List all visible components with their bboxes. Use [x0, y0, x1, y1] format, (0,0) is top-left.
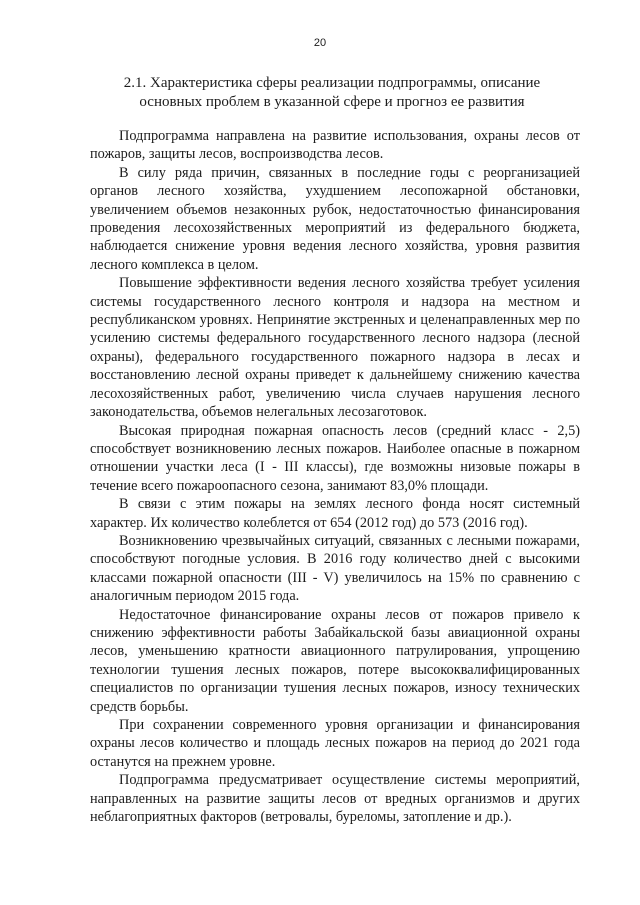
paragraph-forest-control: Повышение эффективности ведения лесного хозяйства требует усиления системы государственного лесного контроля и надзора на местном и республиканском уровнях. Непринятие экстренных и целенаправленных мер по усилению системы федерального государственного лесного надзора (лесной охраны), федерального государственного пожарного надзора в лесах и восстановлению лесной охраны приведет к дальнейшему снижению качества лесохозяйственных работ, увеличению числа случаев нарушения лесного законодательства, объемов нелегальных лесозаготовок. — [90, 275, 580, 421]
page-number: 20 — [313, 37, 327, 49]
paragraph-decline-causes: В силу ряда причин, связанных в последние годы с реорганизацией органов лесного хозяйства, ухудшением лесопожарной обстановки, увеличением объемов незаконных рубок, недостаточностью финансирования проведения лесохозяйственных мероприятий из федерального бюджета, наблюдается снижение уровня ведения лесного хозяйства, уровня развития лесного комплекса в целом. — [90, 164, 580, 273]
paragraph-fire-count: В связи с этим пожары на землях лесного фонда носят системный характер. Их количество колеблется от 654 (2012 год) до 573 (2016 год). — [90, 496, 580, 531]
paragraph-weather-conditions: Возникновению чрезвычайных ситуаций, связанных с лесными пожарами, способствуют погодные условия. В 2016 году количество дней с высокими классами пожарной опасности (III - V) увеличилось на 15% по сравнению с аналогичным периодом 2015 года. — [90, 532, 580, 605]
paragraph-fire-hazard: Высокая природная пожарная опасность лесов (средний класс - 2,5) способствует возникновению лесных пожаров. Наиболее опасные в пожарном отношении участки леса (I - III классы), где возможны низовые пожары в течение всего пожароопасного сезона, занимают 83,0% площади. — [90, 422, 580, 494]
section-heading — [90, 74, 574, 112]
paragraph-protection-measures: Подпрограмма предусматривает осуществление системы мероприятий, направленных на развитие защиты лесов от вредных организмов и других неблагоприятных факторов (ветровалы, буреломы, затопление и др.). — [90, 772, 580, 826]
paragraph-forecast: При сохранении современного уровня организации и финансирования охраны лесов количество и площадь лесных пожаров на период до 2021 года останутся на прежнем уровне. — [90, 717, 580, 770]
section-heading-line-1: 2.1. Характеристика сферы реализации подпрограммы, описание — [123, 75, 541, 91]
paragraph-purpose: Подпрограмма направлена на развитие использования, охраны лесов от пожаров, защиты лесов, воспроизводства лесов. — [90, 128, 580, 163]
body-text — [90, 127, 580, 826]
paragraph-underfunding: Недостаточное финансирование охраны лесов от пожаров привело к снижению эффективности работы Забайкальской базы авиационной охраны лесов, уменьшению кратности авиационного патрулирования, упрощению технологии тушения лесных пожаров, потере высококвалифицированных специалистов по организации тушения лесных пожаров, износу технических средств борьбы. — [90, 606, 580, 715]
section-heading-line-2: основных проблем в указанной сфере и прогноз ее развития — [139, 94, 525, 110]
